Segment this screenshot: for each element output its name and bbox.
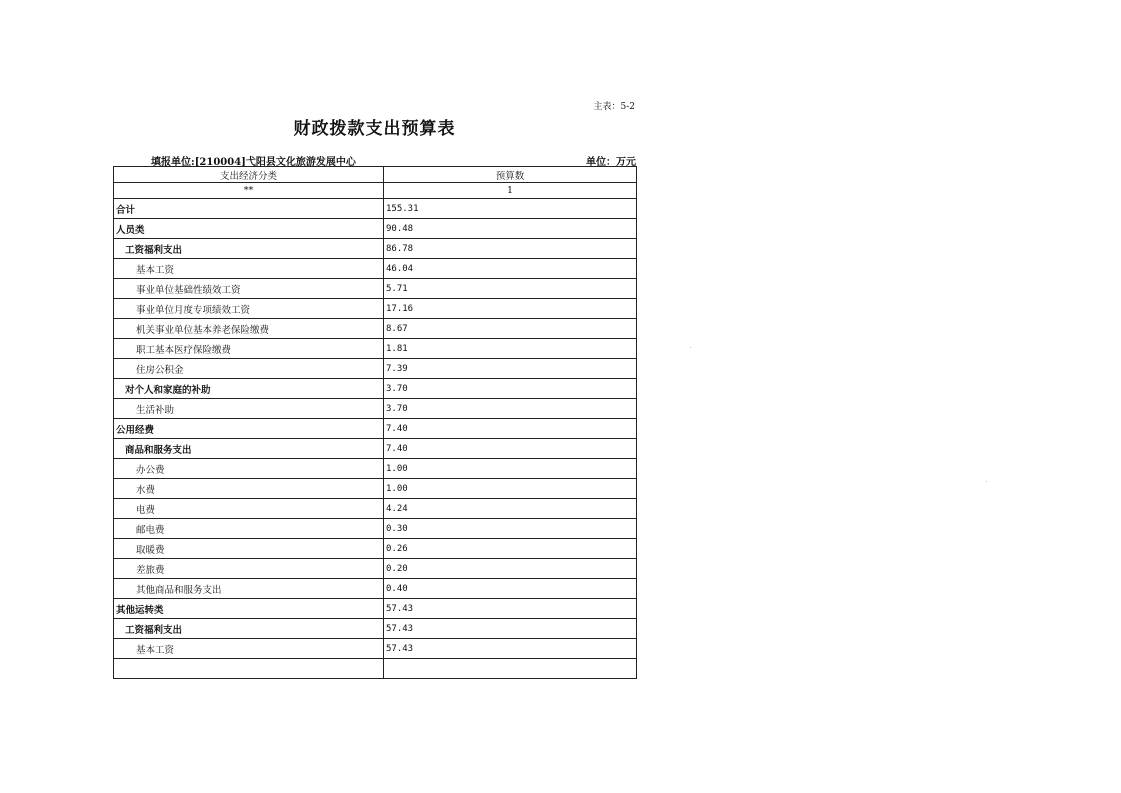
- budget-value-cell: 7.40: [384, 439, 637, 459]
- scan-speck: [986, 481, 987, 482]
- table-row: [114, 499, 637, 519]
- category-cell: 办公费: [114, 459, 384, 479]
- budget-table: [113, 166, 637, 679]
- budget-value-cell: 7.39: [384, 359, 637, 379]
- budget-value-cell: 7.40: [384, 419, 637, 439]
- table-row: [114, 439, 637, 459]
- category-cell: 基本工资: [114, 639, 384, 659]
- category-cell: 其他商品和服务支出: [114, 579, 384, 599]
- table-row: [114, 279, 637, 299]
- column-header-category: 支出经济分类: [114, 167, 384, 183]
- table-row: [114, 399, 637, 419]
- reporting-unit: 填报单位:[210004]弋阳县文化旅游发展中心: [151, 157, 356, 168]
- scan-speck: [690, 347, 691, 348]
- table-row: [114, 539, 637, 559]
- category-cell: 基本工资: [114, 259, 384, 279]
- table-row: [114, 299, 637, 319]
- budget-value-cell: [384, 659, 637, 679]
- budget-value-cell: 46.04: [384, 259, 637, 279]
- table-row: [114, 239, 637, 259]
- table-row: [114, 659, 637, 679]
- table-row: [114, 479, 637, 499]
- category-cell: 合计: [114, 199, 384, 219]
- index-cell-category: **: [114, 183, 384, 199]
- index-cell-budget: 1: [384, 183, 637, 199]
- table-code: 主表：5-2: [593, 102, 635, 112]
- category-cell: 生活补助: [114, 399, 384, 419]
- budget-value-cell: 155.31: [384, 199, 637, 219]
- table-row: [114, 639, 637, 659]
- budget-value-cell: 0.26: [384, 539, 637, 559]
- category-cell: 职工基本医疗保险缴费: [114, 339, 384, 359]
- category-cell: 工资福利支出: [114, 619, 384, 639]
- category-cell: 机关事业单位基本养老保险缴费: [114, 319, 384, 339]
- budget-value-cell: 57.43: [384, 639, 637, 659]
- budget-value-cell: 57.43: [384, 599, 637, 619]
- unit-row: [113, 153, 636, 167]
- table-row: [114, 319, 637, 339]
- category-cell: 人员类: [114, 219, 384, 239]
- table-row: [114, 619, 637, 639]
- category-cell: 事业单位基础性绩效工资: [114, 279, 384, 299]
- table-row: [114, 359, 637, 379]
- budget-value-cell: 1.00: [384, 479, 637, 499]
- category-cell: [114, 659, 384, 679]
- category-cell: 公用经费: [114, 419, 384, 439]
- budget-value-cell: 1.00: [384, 459, 637, 479]
- budget-value-cell: 90.48: [384, 219, 637, 239]
- budget-value-cell: 5.71: [384, 279, 637, 299]
- budget-value-cell: 57.43: [384, 619, 637, 639]
- budget-value-cell: 0.40: [384, 579, 637, 599]
- budget-value-cell: 3.70: [384, 399, 637, 419]
- table-row: [114, 199, 637, 219]
- table-row: [114, 579, 637, 599]
- column-header-budget: 预算数: [384, 167, 637, 183]
- category-cell: 商品和服务支出: [114, 439, 384, 459]
- table-row: [114, 219, 637, 239]
- category-cell: 工资福利支出: [114, 239, 384, 259]
- table-row: [114, 519, 637, 539]
- budget-value-cell: 0.20: [384, 559, 637, 579]
- page-title: 财政拨款支出预算表: [293, 119, 456, 139]
- category-cell: 住房公积金: [114, 359, 384, 379]
- header-row: [114, 167, 637, 183]
- category-cell: 水费: [114, 479, 384, 499]
- table-row: [114, 459, 637, 479]
- table-row: [114, 559, 637, 579]
- budget-value-cell: 86.78: [384, 239, 637, 259]
- budget-value-cell: 17.16: [384, 299, 637, 319]
- budget-value-cell: 0.30: [384, 519, 637, 539]
- index-row: [114, 183, 637, 199]
- table-row: [114, 419, 637, 439]
- category-cell: 差旅费: [114, 559, 384, 579]
- budget-value-cell: 8.67: [384, 319, 637, 339]
- table-row: [114, 379, 637, 399]
- category-cell: 事业单位月度专项绩效工资: [114, 299, 384, 319]
- category-cell: 对个人和家庭的补助: [114, 379, 384, 399]
- budget-value-cell: 1.81: [384, 339, 637, 359]
- category-cell: 取暖费: [114, 539, 384, 559]
- budget-value-cell: 3.70: [384, 379, 637, 399]
- currency-unit: 单位：万元: [586, 157, 636, 168]
- category-cell: 邮电费: [114, 519, 384, 539]
- table-row: [114, 259, 637, 279]
- category-cell: 电费: [114, 499, 384, 519]
- category-cell: 其他运转类: [114, 599, 384, 619]
- table-row: [114, 599, 637, 619]
- budget-value-cell: 4.24: [384, 499, 637, 519]
- table-row: [114, 339, 637, 359]
